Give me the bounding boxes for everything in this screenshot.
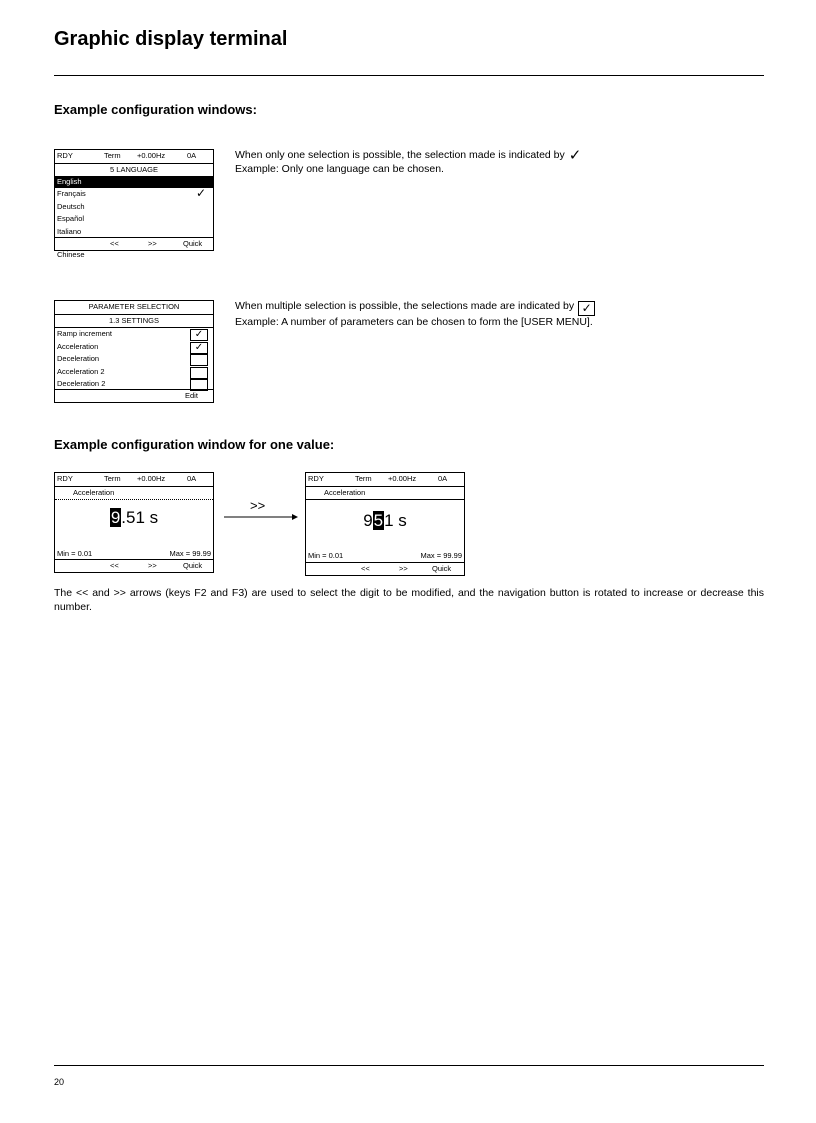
status-bar — [55, 473, 213, 487]
value-display[interactable] — [55, 508, 213, 527]
section-heading-one-value: Example configuration window for one value: — [54, 437, 335, 452]
status-current: 0A — [187, 151, 197, 160]
status-mode: Term — [355, 474, 372, 483]
min-value: Min = 0.01 — [57, 549, 93, 558]
status-state: RDY — [57, 474, 73, 483]
value-remainder: 1 s — [384, 511, 407, 530]
checkbox-checked-icon[interactable]: ✓ — [190, 342, 208, 354]
right-arrow-icon — [224, 512, 298, 522]
edit-key[interactable]: Edit — [185, 391, 198, 400]
desc-line: When multiple selection is possible, the selections made are indicated by — [235, 300, 575, 312]
function-key-bar — [55, 559, 213, 572]
value-remainder: .51 s — [121, 508, 159, 527]
language-item-espanol[interactable]: Español — [57, 214, 85, 223]
quick-key[interactable]: Quick — [432, 564, 452, 573]
param-item[interactable] — [55, 353, 213, 366]
arrow-label: >> — [250, 498, 266, 513]
language-item-francais[interactable] — [55, 188, 213, 201]
f3-right-key[interactable]: >> — [148, 561, 157, 570]
parameter-name: Acceleration — [306, 487, 464, 500]
status-state: RDY — [57, 151, 73, 160]
screen-subtitle: 1.3 SETTINGS — [55, 315, 213, 329]
param-item[interactable] — [55, 366, 213, 379]
checkbox-empty-icon[interactable] — [190, 367, 208, 379]
desc-line: Example: Only one language can be chosen. — [235, 162, 444, 175]
max-value: Max = 99.99 — [420, 551, 462, 560]
function-key-bar — [306, 562, 464, 575]
f2-left-key[interactable]: << — [110, 239, 119, 248]
page-number: 20 — [54, 1077, 65, 1087]
param-label: Acceleration — [57, 341, 99, 351]
checkbox-checked-icon: ✓ — [578, 301, 595, 316]
status-state: RDY — [308, 474, 324, 483]
status-frequency: +0.00Hz — [388, 474, 417, 483]
param-label: Ramp increment — [57, 329, 113, 338]
function-key-bar — [55, 237, 213, 250]
quick-key[interactable]: Quick — [183, 561, 203, 570]
selected-digit[interactable]: 9 — [110, 508, 121, 527]
check-icon: ✓ — [195, 186, 206, 200]
desc-line: Example: A number of parameters can be chosen to form the [USER MENU]. — [235, 316, 593, 328]
f3-right-key[interactable]: >> — [148, 239, 157, 248]
value-prefix: 9 — [363, 511, 373, 530]
checkbox-empty-icon[interactable] — [190, 354, 208, 366]
multiple-selection-description — [235, 300, 595, 330]
screen-title: 5 LANGUAGE — [110, 164, 158, 174]
min-value: Min = 0.01 — [308, 551, 344, 560]
language-screen — [54, 149, 214, 251]
language-label: Français — [57, 189, 86, 198]
parameter-name: Acceleration — [55, 487, 213, 500]
value-display[interactable] — [306, 511, 464, 530]
screen-title: PARAMETER SELECTION — [55, 301, 213, 315]
desc-line: When only one selection is possible, the selection made is indicated by — [235, 149, 565, 161]
quick-key[interactable]: Quick — [183, 239, 203, 248]
language-item-english[interactable]: English — [55, 176, 213, 189]
param-item[interactable] — [55, 328, 213, 341]
f2-left-key[interactable]: << — [110, 561, 119, 570]
footer-divider — [54, 1065, 764, 1066]
section-heading-windows: Example configuration windows: — [54, 102, 257, 117]
param-item[interactable] — [55, 341, 213, 354]
checkbox-checked-icon[interactable]: ✓ — [190, 329, 208, 341]
status-bar — [306, 473, 464, 487]
single-selection-description — [235, 149, 581, 176]
overflow-item-chinese: Chinese — [57, 250, 85, 259]
f3-right-key[interactable]: >> — [399, 564, 408, 573]
language-item-italiano[interactable]: Italiano — [57, 226, 82, 236]
language-item-deutsch[interactable]: Deutsch — [57, 201, 85, 211]
title-divider — [54, 75, 764, 76]
status-mode: Term — [104, 151, 121, 160]
check-icon: ✓ — [568, 147, 582, 164]
param-label: Acceleration 2 — [57, 366, 105, 376]
parameter-selection-screen — [54, 300, 214, 403]
status-mode: Term — [104, 474, 121, 483]
status-current: 0A — [187, 474, 197, 483]
selected-digit[interactable]: 5 — [373, 511, 384, 530]
status-frequency: +0.00Hz — [137, 151, 166, 160]
param-label: Deceleration — [57, 354, 100, 363]
max-value: Max = 99.99 — [169, 549, 211, 558]
function-key-bar — [55, 389, 213, 402]
instructions-paragraph: The << and >> arrows (keys F2 and F3) are used to select the digit to be modified, and the navigation button is rotated to increase or decrease this number. — [54, 587, 764, 613]
status-current: 0A — [438, 474, 448, 483]
value-edit-screen-before — [54, 472, 214, 573]
value-edit-screen-after — [305, 472, 465, 576]
page-title: Graphic display terminal — [54, 28, 288, 50]
param-label: Deceleration 2 — [57, 379, 106, 388]
f2-left-key[interactable]: << — [361, 564, 370, 573]
status-frequency: +0.00Hz — [137, 474, 166, 483]
status-bar — [55, 150, 213, 164]
